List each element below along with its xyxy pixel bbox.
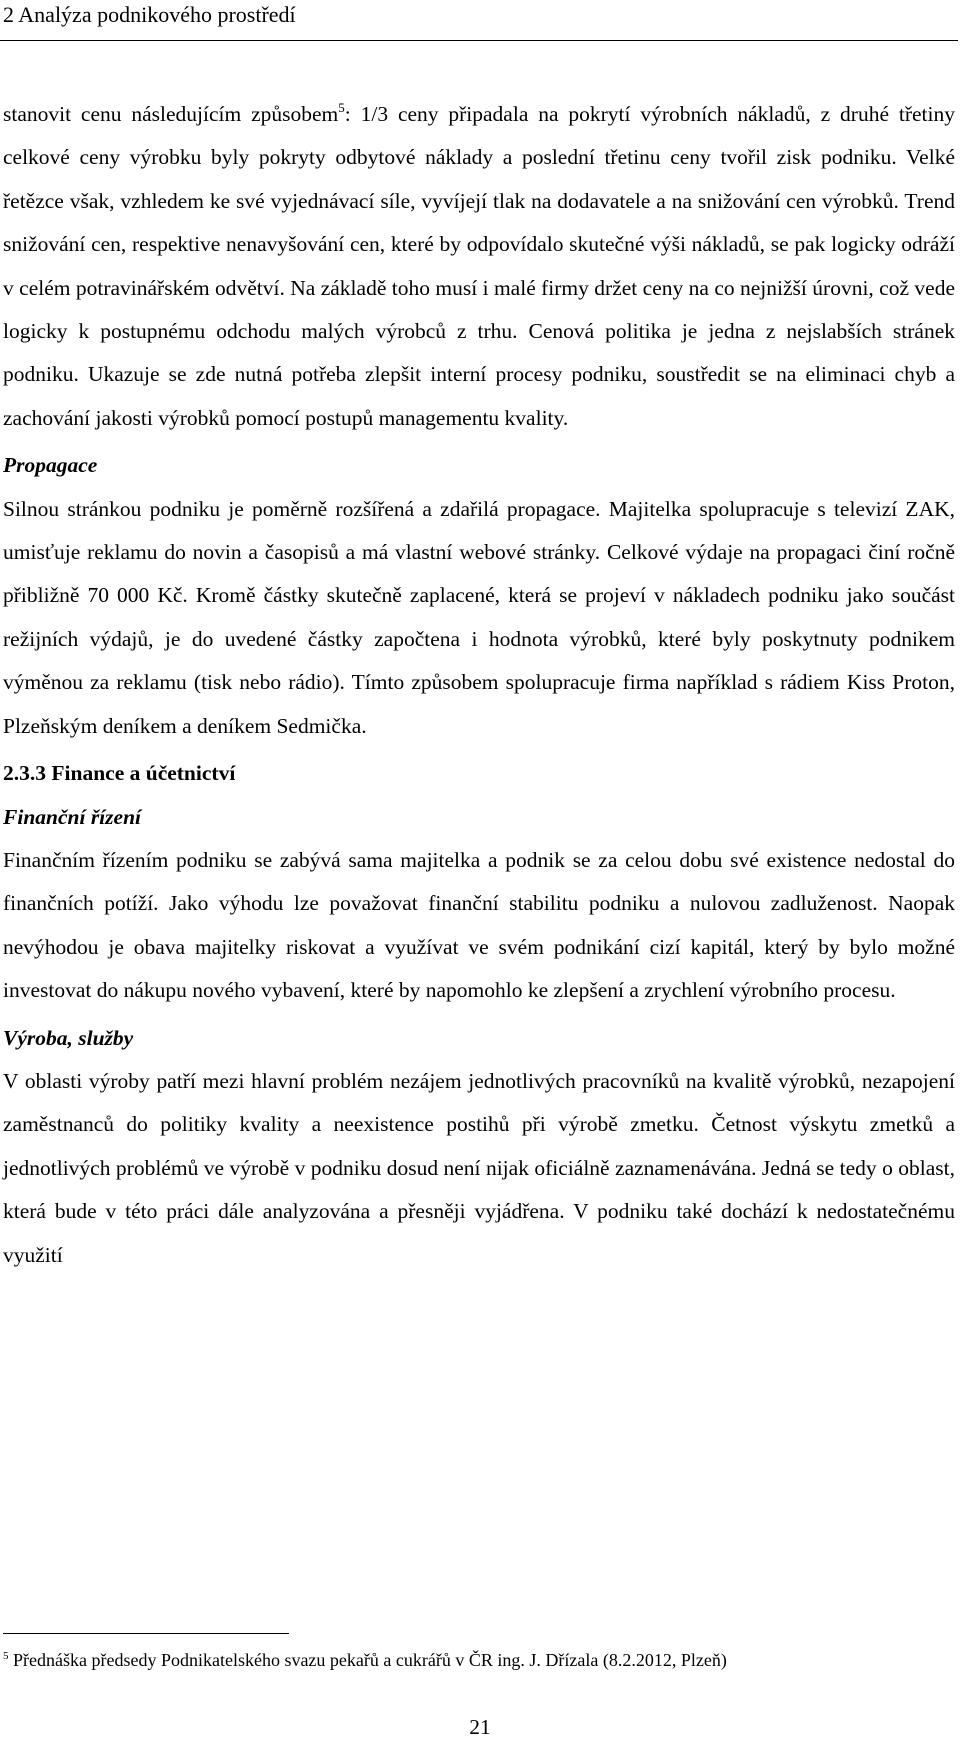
paragraph-pricing [3,93,955,440]
heading-financni-rizeni: Finanční řízení [3,804,142,829]
section-heading-finance: 2.3.3 Finance a účetnictví [3,761,236,786]
page-body [3,93,955,1277]
heading-vyroba-sluzby: Výroba, služby [3,1025,134,1050]
header-divider [0,40,958,41]
footnote-text: Přednáška předsedy Podnikatelského svazu pekařů a cukrářů v ČR ing. J. Dřízala (8.2.2012, Plzeň) [13,1650,727,1670]
footnote-separator [3,1633,289,1634]
paragraph-pricing-start: stanovit cenu následujícím způsobem [3,102,339,126]
header-title: 2 Analýza podnikového prostředí [3,2,296,27]
footnote-reference[interactable]: 5 [338,100,345,115]
footnote-number: 5 [3,1650,9,1662]
paragraph-pricing-rest: : 1/3 ceny připadala na pokrytí výrobních nákladů, z druhé třetiny celkové ceny výrobku byly pokryty odbytové náklady a poslední třetinu ceny tvořil zisk podniku. Velké řetězce však, vzhledem ke své vyjednávací síle, vyvíjejí tlak na dodavatele a na snižování cen výrobků. Trend snižování cen, respektive nenavyšování cen, které by odpovídalo skutečné výši nákladů, se pak logicky odráží v celém potravinářském odvětví. Na základě toho musí i malé firmy držet ceny na co nejnižší úrovni, což vede logicky k postupnému odchodu malých výrobců z trhu. Cenová politika je jedna z nejslabších stránek podniku. Ukazuje se zde nutná potřeba zlepšit interní procesy podniku, soustředit se na eliminaci chyb a zachování jakosti výrobků pomocí postupů managementu kvality. [3,102,955,430]
paragraph-vyroba: V oblasti výroby patří mezi hlavní problém nezájem jednotlivých pracovníků na kvalitě výrobků, nezapojení zaměstnanců do politiky kvality a neexistence postihů při výrobě zmetku. Četnost výskytu zmetků a jednotlivých problémů ve výrobě v podniku dosud není nijak oficiálně zaznamenávána. Jedná se tedy o oblast, která bude v této práci dále analyzována a přesněji vyjádřena. V podniku také dochází k nedostatečnému využití [3,1068,955,1267]
footnote [3,1648,955,1672]
heading-propagace: Propagace [3,453,98,478]
page-number: 21 [469,1715,491,1739]
running-header [0,0,960,46]
paragraph-propagace: Silnou stránkou podniku je poměrně rozšířená a zdařilá propagace. Majitelka spolupracuje s televizí ZAK, umisťuje reklamu do novin a časopisů a má vlastní webové stránky. Celkové výdaje na propagaci činí ročně přibližně 70 000 Kč. Kromě částky skutečně zaplacené, která se projeví v nákladech podniku jako součást režijních výdajů, je do uvedené částky započtena i hodnota výrobků, které byly poskytnuty podnikem výměnou za reklamu (tisk nebo rádio). Tímto způsobem spolupracuje firma například s rádiem Kiss Proton, Plzeňským deníkem a deníkem Sedmička. [3,496,955,738]
paragraph-financni-rizeni: Finančním řízením podniku se zabývá sama majitelka a podnik se za celou dobu své existence nedostal do finančních potíží. Jako výhodu lze považovat finanční stabilitu podniku a nulovou zadluženost. Naopak nevýhodou je obava majitelky riskovat a využívat ve svém podnikání cizí kapitál, který by bylo možné investovat do nákupu nového vybavení, které by napomohlo ke zlepšení a zrychlení výrobního procesu. [3,847,955,1003]
